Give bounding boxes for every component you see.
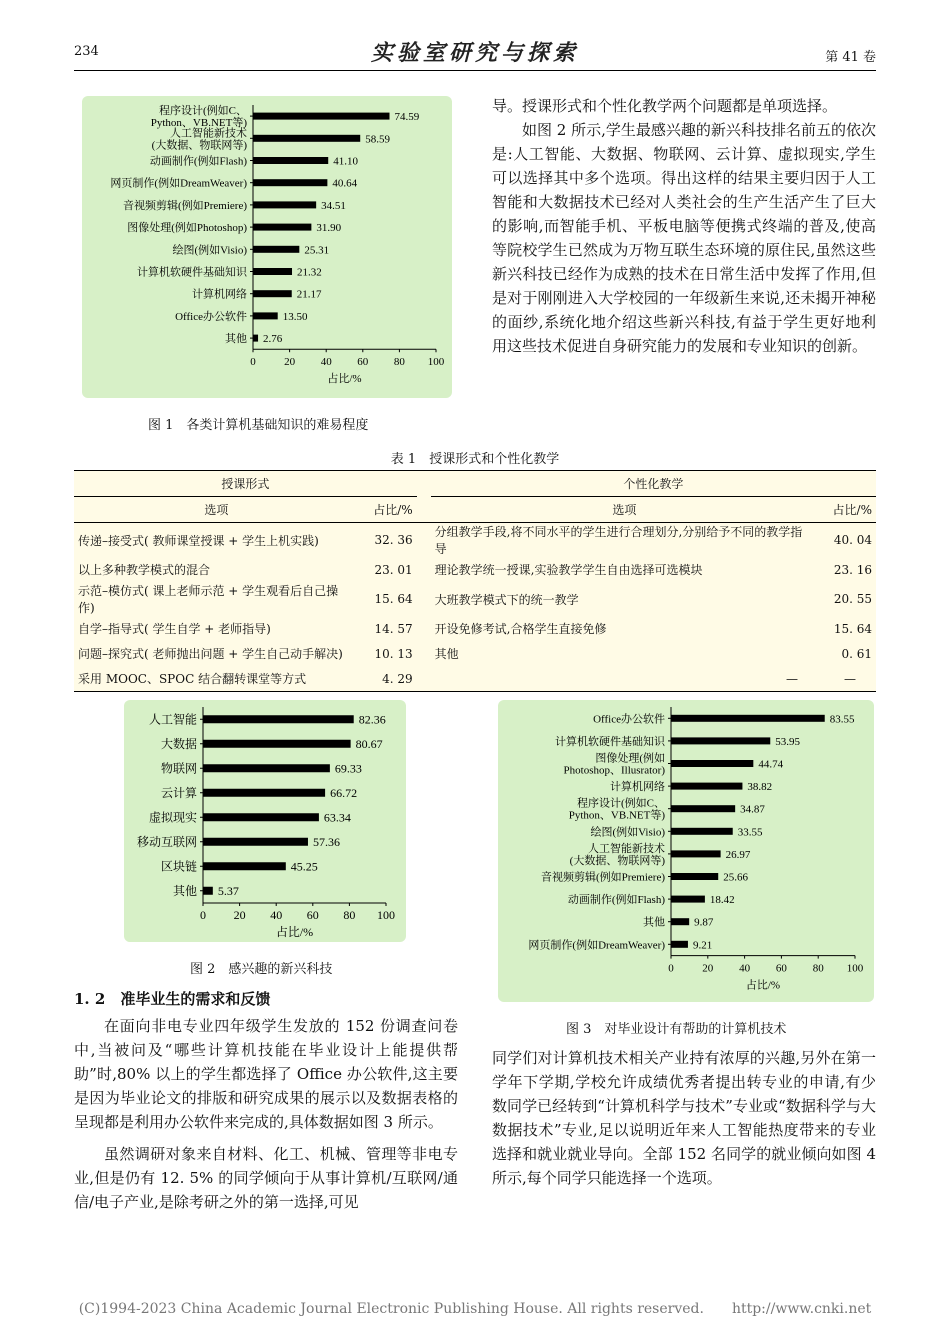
x-tick-label: 60	[306, 908, 319, 922]
bar	[671, 760, 753, 767]
category-label: 区块链	[160, 859, 197, 874]
figure-3-chart	[498, 700, 874, 1002]
bar	[671, 941, 688, 948]
x-tick-label: 100	[377, 908, 395, 922]
category-label: Python、VB.NET等)	[568, 809, 665, 822]
table-cell: 4. 29	[382, 671, 413, 686]
x-tick-label: 20	[284, 356, 296, 369]
bar-value-label: 34.51	[321, 199, 346, 212]
left-column-text	[74, 1014, 458, 1214]
x-tick-label: 0	[250, 356, 256, 369]
bar-value-label: 13.50	[282, 310, 308, 323]
category-label: 图像处理(例如Photoshop)	[127, 222, 247, 235]
table-cell: 以上多种教学模式的混合	[78, 563, 211, 577]
x-tick-label: 100	[427, 356, 445, 369]
bar-value-label: 57.36	[312, 834, 340, 849]
bar-value-label: 83.55	[829, 713, 855, 726]
header-rule	[74, 70, 876, 71]
figure-3-caption: 图 3 对毕业设计有帮助的计算机技术	[566, 1022, 787, 1037]
bar-value-label: 31.90	[316, 222, 342, 235]
table-cell: 传递–接受式( 教师课堂授课 + 学生上机实践)	[78, 533, 319, 548]
paragraph: 导。授课形式和个性化教学两个问题都是单项选择。	[492, 97, 838, 115]
table-cell: 14. 57	[374, 621, 413, 636]
bar-value-label: 9.21	[692, 939, 713, 952]
x-tick-label: 0	[200, 908, 206, 922]
table-1-caption: 表 1 授课形式和个性化教学	[390, 452, 560, 467]
category-label: 音视频剪辑(例如Premiere)	[540, 871, 665, 884]
table-cell: 0. 61	[841, 646, 872, 661]
section-heading: 1. 2 准毕业生的需求和反馈	[74, 990, 271, 1008]
bar-value-label: 82.36	[358, 712, 386, 727]
category-label: 人工智能	[148, 712, 197, 727]
bar	[253, 290, 292, 297]
figure-2-svg	[124, 700, 406, 942]
bar	[671, 828, 733, 835]
bar	[253, 268, 292, 275]
table-cell: 15. 64	[833, 621, 872, 636]
category-label: Python、VB.NET等)	[150, 117, 247, 130]
x-tick-label: 80	[343, 908, 356, 922]
bar-value-label: 9.87	[694, 916, 714, 929]
table-row	[74, 641, 876, 666]
paragraph: 在面向非电专业四年级学生发放的 152 份调查问卷中,当被问及“哪些计算机技能在毕业设计上能提供帮助”时,80% 以上的学生都选择了 Office 办公软件,这主要是因为毕业论文的排版和研究成果的展示以及数据表格的呈现都是利用办公软件来完成的,具体数据如图 3 所示。	[74, 1017, 458, 1131]
category-label: 移动互联网	[136, 834, 197, 849]
category-label: (大数据、物联网等)	[151, 139, 247, 152]
bar	[671, 805, 735, 812]
table-col-option: 选项	[612, 503, 637, 517]
category-label: (大数据、物联网等)	[569, 854, 665, 867]
category-label: 绘图(例如Visio)	[590, 826, 665, 839]
category-label: 计算机网络	[192, 288, 247, 301]
bar-value-label: 21.17	[296, 288, 322, 301]
category-label: Office办公软件	[593, 713, 665, 726]
x-tick-label: 20	[702, 962, 714, 975]
x-axis-label: 占比/%	[275, 925, 314, 939]
category-label: 人工智能新技术	[588, 842, 665, 855]
category-label: 计算机软硬件基础知识	[555, 735, 665, 748]
bar-value-label: 69.33	[334, 761, 362, 776]
paragraph: 同学们对计算机技术相关产业持有浓厚的兴趣,另外在第一学年下学期,学校允许成绩优秀者提出转专业的申请,有少数同学已经转到“计算机科学与技术”专业或“数据科学与大数据技术”专业,足以说明近年来人工智能热度带来的专业选择和就业就业导向。全部 152 名同学的就业倾向如图 4 所示,每个同学只能选择一个选项。	[492, 1049, 876, 1187]
x-tick-label: 80	[812, 962, 824, 975]
table-cell: 开设免修考试,合格学生直接免修	[434, 622, 607, 636]
bar	[253, 157, 328, 164]
figure-1-caption: 图 1 各类计算机基础知识的难易程度	[148, 418, 369, 433]
category-label: 音视频剪辑(例如Premiere)	[122, 199, 247, 212]
category-label: 程序设计(例如C、	[159, 105, 247, 118]
journal-title: 实验室研究与探索	[370, 40, 579, 66]
bar-value-label: 63.34	[323, 810, 351, 825]
table-cell: 20. 55	[833, 592, 872, 606]
bar	[203, 838, 308, 846]
x-tick-label: 20	[233, 908, 246, 922]
bar-value-label: 18.42	[709, 894, 735, 907]
bar-value-label: 74.59	[394, 111, 420, 124]
bar-value-label: 41.10	[333, 155, 358, 168]
table-cell: 问题–探究式( 老师抛出问题 + 学生自己动手解决)	[78, 647, 343, 661]
bar-value-label: 38.82	[747, 781, 773, 794]
category-label: Office办公软件	[175, 310, 247, 323]
bar	[671, 783, 742, 790]
bar	[253, 246, 299, 253]
table-cell: 示范–模仿式( 课上老师示范 + 学生观看后自己操作)	[78, 584, 339, 615]
table-cell: 32. 36	[374, 533, 413, 547]
x-tick-label: 60	[357, 356, 369, 369]
category-label: 其他	[225, 333, 247, 346]
x-axis-label: 占比/%	[745, 979, 781, 992]
table-cell: —	[844, 671, 856, 686]
table-cell: 大班教学模式下的统一教学	[434, 592, 579, 607]
x-tick-label: 40	[739, 962, 751, 975]
bar	[671, 873, 718, 880]
bar	[203, 764, 330, 772]
category-label: 动画制作(例如Flash)	[567, 894, 665, 907]
table-cell: 23. 01	[374, 562, 413, 577]
bar	[253, 335, 258, 342]
table-cell: 10. 13	[374, 646, 413, 661]
category-label: 绘图(例如Visio)	[172, 244, 247, 257]
table-1	[74, 470, 876, 692]
category-label: 其他	[172, 883, 197, 898]
paragraph: 虽然调研对象来自材料、化工、机械、管理等非电专业,但是仍有 12. 5% 的同学倾向于从事计算机/互联网/通信/电子产业,是除考研之外的第一选择,可见	[74, 1145, 458, 1211]
x-tick-label: 0	[668, 962, 674, 975]
bar-value-label: 2.76	[263, 333, 283, 346]
table-cell: —	[786, 671, 798, 686]
bar	[253, 201, 316, 208]
figure-2-caption: 图 2 感兴趣的新兴科技	[190, 962, 333, 977]
table-group-left: 授课形式	[74, 471, 417, 497]
category-label: 物联网	[160, 761, 197, 776]
bar-value-label: 21.32	[297, 266, 322, 279]
bar	[203, 813, 319, 821]
category-label: 动画制作(例如Flash)	[149, 155, 247, 168]
page-number: 234	[74, 44, 99, 59]
bar	[671, 715, 825, 722]
bar	[253, 312, 278, 319]
table-cell: 40. 04	[833, 533, 872, 547]
right-column-text-bottom	[492, 1046, 876, 1190]
table-row	[74, 582, 876, 616]
x-tick-label: 100	[846, 962, 864, 975]
bar-value-label: 33.55	[737, 826, 763, 839]
bar	[253, 224, 311, 231]
category-label: 程序设计(例如C、	[577, 797, 665, 810]
table-row	[74, 557, 876, 582]
bar-value-label: 34.87	[740, 803, 765, 816]
table-row	[74, 523, 876, 558]
figure-2-chart	[124, 700, 406, 942]
table-col-pct: 占比/%	[832, 503, 872, 517]
x-tick-label: 60	[775, 962, 787, 975]
table-cell: 其他	[434, 647, 459, 661]
volume-label: 第 41 卷	[825, 50, 876, 65]
paragraph: 如图 2 所示,学生最感兴趣的新兴科技排名前五的依次是:人工智能、大数据、物联网、云计算、虚拟现实,学生可以选择其中多个选项。得出这样的结果主要归因于人工智能和大数据技术已经对人类社会的生产生活产生了巨大的影响,而智能手机、平板电脑等便携式终端的普及,使高等院校学生已然成为万物互联生态环境的原住民,虽然这些新兴科技已经作为成熟的技术在日常生活中发挥了作用,但是对于刚刚进入大学校园的一年级新生来说,还未揭开神秘的面纱,系统化地介绍这些新兴科技,有益于学生更好地利用这些技术促进自身研究能力的发展和专业知识的创新。	[492, 121, 876, 355]
bar-value-label: 25.66	[723, 871, 748, 884]
figure-1-chart	[82, 96, 452, 398]
bar-value-label: 44.74	[758, 758, 784, 771]
figure-3-svg	[498, 700, 874, 1002]
bar	[671, 918, 689, 925]
table-cell: 分组教学手段,将不同水平的学生进行合理划分,分别给予不同的教学指导	[434, 525, 803, 556]
category-label: 计算机网络	[610, 781, 665, 794]
figure-1-svg	[82, 96, 452, 398]
table-cell: 自学–指导式( 学生自学 + 老师指导)	[78, 622, 271, 636]
bar-value-label: 53.95	[775, 735, 801, 748]
x-tick-label: 80	[393, 356, 405, 369]
category-label: 虚拟现实	[148, 810, 197, 825]
right-column-text-top	[492, 94, 876, 358]
bar	[203, 740, 351, 748]
bar-value-label: 66.72	[330, 785, 358, 800]
bar-value-label: 26.97	[725, 848, 751, 861]
category-label: 网页制作(例如DreamWeaver)	[110, 177, 247, 190]
bar-value-label: 40.64	[332, 177, 358, 190]
x-tick-label: 40	[270, 908, 283, 922]
bar-value-label: 25.31	[304, 244, 330, 257]
category-label: 网页制作(例如DreamWeaver)	[528, 939, 665, 952]
bar	[203, 887, 213, 895]
bar-value-label: 5.37	[217, 883, 239, 898]
bar	[671, 896, 705, 903]
bar	[671, 737, 770, 744]
bar-value-label: 45.25	[290, 859, 318, 874]
table-col-pct: 占比/%	[373, 503, 413, 517]
table-row	[74, 616, 876, 641]
category-label: 大数据	[160, 736, 197, 751]
bar	[203, 715, 354, 723]
bar	[253, 113, 389, 120]
bar	[671, 850, 721, 857]
page-header	[0, 0, 950, 72]
bar	[203, 789, 325, 797]
bar-value-label: 58.59	[365, 133, 390, 146]
table-cell: 理论教学统一授课,实验教学学生自由选择可选模块	[434, 563, 703, 577]
table-cell: 采用 MOOC、SPOC 结合翻转课堂等方式	[78, 672, 307, 686]
bar-value-label: 80.67	[355, 736, 383, 751]
category-label: 其他	[643, 916, 665, 929]
table-row	[74, 666, 876, 692]
table-group-right: 个性化教学	[431, 471, 876, 497]
category-label: 云计算	[160, 785, 197, 800]
category-label: 图像处理(例如	[595, 752, 665, 765]
bar	[203, 862, 286, 870]
bar	[253, 179, 327, 186]
bar	[253, 135, 360, 142]
category-label: Photoshop、Illusrator)	[563, 764, 665, 777]
table-cell: 15. 64	[374, 592, 413, 606]
x-axis-label: 占比/%	[327, 373, 362, 386]
table-cell: 23. 16	[833, 562, 872, 577]
category-label: 计算机软硬件基础知识	[137, 266, 247, 279]
category-label: 人工智能新技术	[170, 127, 247, 140]
table-col-option: 选项	[204, 503, 229, 517]
x-tick-label: 40	[320, 356, 332, 369]
copyright-footer: (C)1994-2023 China Academic Journal Electronic Publishing House. All rights reserved. http://www.cnki.net	[78, 1301, 872, 1317]
